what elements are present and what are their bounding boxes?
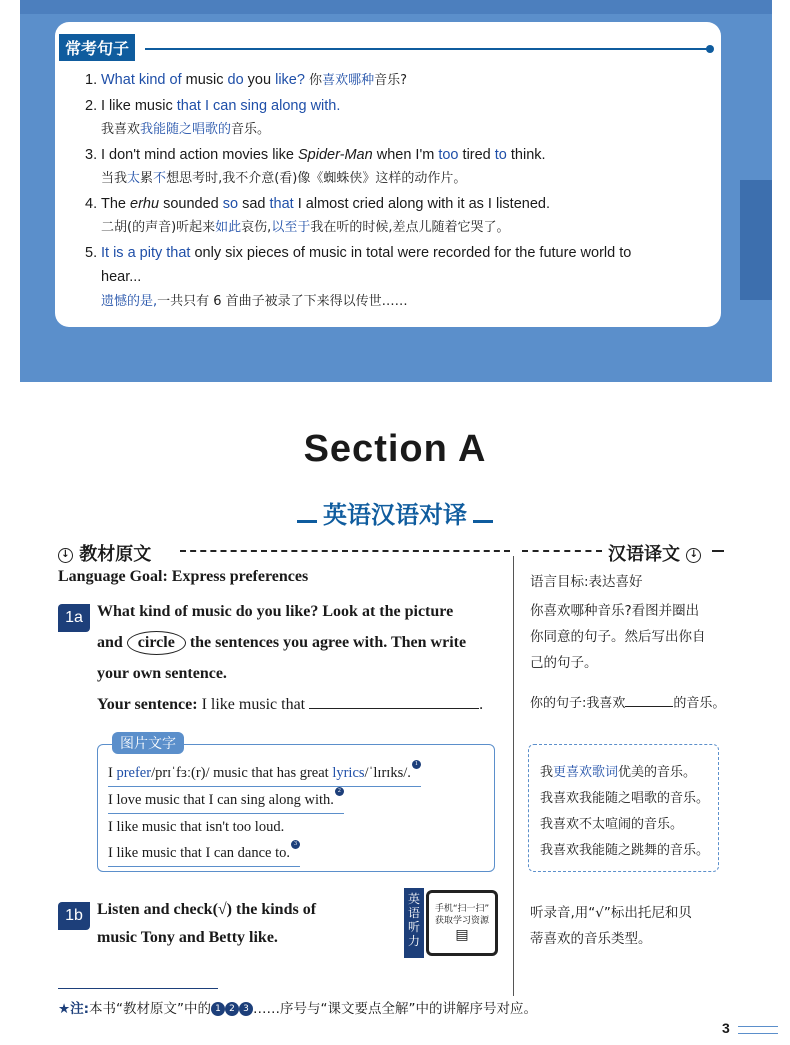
vocab-word: lyrics	[332, 765, 365, 781]
section-title: Section A	[303, 428, 487, 470]
task-line: your own sentence.	[97, 665, 227, 682]
task-1b-translation	[530, 900, 692, 952]
footnote	[58, 997, 537, 1017]
note-number: 1	[412, 760, 421, 769]
keyword: 以至于	[271, 220, 311, 235]
text: tired	[458, 146, 495, 163]
instrument-name: erhu	[130, 195, 160, 212]
keyword: so	[222, 195, 239, 212]
task-line	[97, 627, 507, 658]
footnote-number: 3	[239, 1002, 253, 1016]
keyword: like?	[275, 72, 305, 88]
keyword: 太	[127, 171, 141, 186]
sentence-5-cont	[85, 265, 715, 290]
text: I almost cried along with it as I listened.	[293, 195, 550, 212]
keyword: It is a pity that	[101, 244, 191, 261]
your-sentence	[97, 693, 483, 714]
keyword: do	[227, 72, 244, 88]
text: you	[243, 72, 276, 88]
side-tab	[740, 180, 772, 300]
translation-line: 听录音,用“√”标出托尼和贝	[530, 905, 692, 921]
header-dash-right	[712, 550, 724, 552]
sentence-3	[85, 143, 715, 168]
text: music	[181, 72, 228, 88]
your-sentence-text: I like music that	[197, 696, 310, 713]
translation: 累	[140, 171, 154, 186]
answer-blank	[625, 695, 673, 707]
keyword: What kind of	[101, 72, 182, 88]
column-divider	[513, 556, 514, 996]
sentence-1	[85, 68, 715, 94]
text: I don't mind action movies like	[101, 146, 298, 163]
keyword: to	[494, 146, 507, 163]
task-line: Listen and check(√) the kinds of	[97, 901, 317, 918]
listening-qr-block[interactable]	[404, 888, 500, 958]
keyword: 更喜欢歌词	[553, 765, 619, 780]
sentence-number: 5.	[85, 244, 98, 261]
text: only six pieces of music in total were recorded for the future world to	[190, 244, 632, 261]
footnote-rule	[58, 988, 218, 989]
sentence-4	[85, 192, 715, 217]
label: 你的句子:	[530, 696, 587, 711]
text: /prɪˈfɜː(r)/ music that has great	[151, 765, 333, 781]
period: .	[479, 696, 484, 713]
keyword: 喜欢哪种	[322, 73, 375, 88]
circle-word: circle	[127, 631, 186, 655]
footnote-star: ★注:	[58, 1001, 90, 1017]
page-number-deco	[738, 1026, 778, 1034]
note-number: 2	[335, 787, 344, 796]
translation-line: 己的句子。	[530, 655, 598, 671]
book-icon: ▤	[455, 927, 469, 943]
language-goal: Language Goal: Express preferences	[58, 568, 309, 585]
sentence-list	[85, 68, 715, 314]
picture-translation-lines	[540, 760, 709, 864]
translation: 我在听的时候,差点儿随着它哭了。	[310, 220, 510, 235]
picture-line-3	[108, 814, 284, 840]
down-arrow-icon: ↓	[58, 548, 73, 563]
translation: 你	[304, 73, 323, 88]
translation-line: 你喜欢哪种音乐?看图并圈出	[530, 603, 700, 619]
text: 我	[540, 765, 554, 780]
footnote-number: 1	[211, 1002, 225, 1016]
sentence-number: 3.	[85, 146, 98, 163]
text: The	[101, 195, 131, 212]
header-left-label: 教材原文	[79, 544, 152, 565]
translation-5	[85, 290, 715, 315]
task-1a-translation	[530, 598, 706, 676]
text: hear...	[101, 269, 142, 285]
picture-line-2	[108, 787, 344, 814]
translation-line	[540, 760, 709, 786]
translation-line: 我喜欢我能随之唱歌的音乐。	[540, 791, 710, 806]
text: sad	[238, 195, 270, 212]
header-right-label: 汉语译文	[608, 544, 680, 565]
task-1a-instructions	[97, 596, 507, 689]
translation-3	[85, 167, 715, 192]
translation: 一共只有 6 首曲子被录了下来得以传世……	[157, 293, 408, 309]
keyword: too	[438, 146, 459, 163]
task-badge-1a: 1a	[58, 604, 90, 632]
translation: 我喜欢	[101, 122, 141, 137]
translation-line: 我喜欢我能随之跳舞的音乐。	[540, 843, 710, 858]
card-tag: 常考句子	[59, 34, 135, 61]
sentence-number: 1.	[85, 72, 98, 88]
translation-line: 我喜欢不太喧闹的音乐。	[540, 817, 684, 832]
text: and	[97, 634, 127, 651]
subtitle-deco-right	[473, 509, 493, 523]
keyword: that	[269, 195, 294, 212]
keyword: that I can sing along with.	[176, 97, 341, 114]
sentence-number: 4.	[85, 195, 98, 212]
text: when I'm	[372, 146, 439, 163]
down-arrow-icon: ↓	[686, 548, 701, 563]
task-1b-instructions	[97, 896, 397, 952]
vocab-word: prefer	[116, 765, 152, 781]
footnote-text: ……序号与“课文要点全解”中的讲解序号对应。	[253, 1001, 538, 1017]
text: think.	[506, 146, 546, 163]
text: 的音乐。	[673, 695, 726, 710]
text: I love music that I can sing along with.	[108, 792, 334, 808]
qr-text: 手机“扫一扫”	[434, 904, 490, 914]
translation: 当我	[101, 171, 128, 186]
translation: 二胡(的声音)听起来	[101, 220, 216, 235]
common-sentences-card	[55, 22, 721, 327]
translation: 想思考时,我不介意(看)像《蜘蛛侠》这样的动作片。	[166, 171, 467, 186]
subtitle	[0, 495, 790, 530]
text: /ˈlɪrɪks/.	[364, 765, 411, 781]
translation-2	[85, 118, 715, 143]
note-number: 3	[291, 840, 300, 849]
text: I like music that I can dance to.	[108, 845, 290, 861]
picture-text-tag: 图片文字	[112, 732, 184, 754]
header-dash-left	[180, 550, 510, 552]
keyword: 不	[153, 171, 167, 186]
task-line: What kind of music do you like? Look at the picture	[97, 603, 454, 620]
translation-line: 你同意的句子。然后写出你自	[530, 629, 706, 645]
text: the sentences you agree with. Then write	[185, 634, 467, 651]
subtitle-text: 英语汉语对译	[323, 501, 467, 529]
keyword: 我能随之唱歌的	[140, 122, 232, 137]
translation-4	[85, 216, 715, 241]
task-badge-1b: 1b	[58, 902, 90, 930]
qr-code-frame[interactable]	[426, 890, 498, 956]
translation-line: 蒂喜欢的音乐类型。	[530, 931, 652, 947]
sentence-number: 2.	[85, 97, 98, 114]
translation: 音乐。	[231, 122, 271, 137]
text: 我喜欢	[586, 695, 626, 710]
answer-blank[interactable]	[309, 693, 479, 709]
keyword: 遗憾的是,	[101, 293, 158, 309]
text: I like music that isn't too loud.	[108, 819, 285, 835]
listening-label: 英语听力	[404, 888, 424, 958]
page-number: 3	[722, 1020, 730, 1036]
text: sounded	[159, 195, 223, 212]
sentence-5	[85, 241, 715, 266]
translation: 哀伤,	[241, 220, 272, 235]
subtitle-deco-left	[297, 509, 317, 523]
your-sentence-translation	[530, 690, 725, 717]
keyword: 如此	[215, 220, 242, 235]
picture-lines	[108, 760, 421, 867]
text: I	[108, 765, 117, 781]
picture-line-1	[108, 760, 421, 787]
header-original-text	[58, 540, 151, 566]
footnote-text: 本书“教材原文”中的	[89, 1001, 212, 1017]
header-dash-mid	[522, 550, 602, 552]
text: I like music	[101, 97, 177, 114]
sentence-2	[85, 94, 715, 119]
qr-text: 获取学习资源	[434, 916, 489, 926]
picture-line-4	[108, 840, 300, 867]
language-goal-translation: 语言目标:表达喜好	[530, 574, 643, 590]
text: 优美的音乐。	[618, 765, 697, 780]
header-translation	[608, 540, 701, 566]
movie-title: Spider-Man	[298, 146, 373, 163]
task-line: music Tony and Betty like.	[97, 929, 278, 946]
card-tag-line	[145, 48, 710, 50]
your-sentence-label: Your sentence:	[97, 696, 198, 713]
footnote-number: 2	[225, 1002, 239, 1016]
translation: 音乐?	[374, 73, 407, 88]
